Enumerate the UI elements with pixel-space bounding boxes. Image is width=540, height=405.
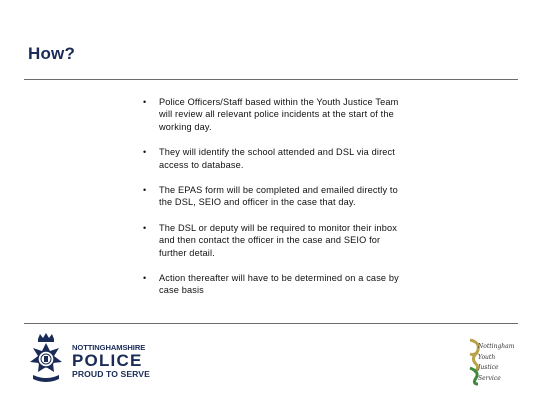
police-wordmark (72, 343, 172, 380)
bullet-item (140, 222, 402, 259)
bullet-text: The DSL or deputy will be required to monitor their inbox and then contact the officer in the case and SEIO for further detail. (159, 222, 398, 258)
bullet-item (140, 272, 402, 297)
bullet-text: Action thereafter will have to be determined on a case by case basis (159, 273, 399, 296)
bullet-text: They will identify the school attended and DSL via direct access to database. (159, 147, 395, 170)
nottinghamshire-police-logo (25, 331, 165, 385)
bullet-marker: • (143, 185, 147, 196)
bullet-text: Police Officers/Staff based within the Youth Justice Team will review all relevant police incidents at the start of the working day. (159, 97, 399, 132)
yj-line: Service (478, 374, 501, 382)
police-badge-icon (25, 331, 67, 385)
youth-justice-wordmark (478, 342, 514, 384)
bullet-marker: • (143, 147, 147, 158)
bullet-list (140, 96, 402, 297)
bullet-marker: • (143, 222, 147, 233)
bullet-marker: • (143, 97, 147, 107)
bullet-marker: • (143, 273, 147, 284)
bullet-item (140, 184, 402, 209)
police-logo-name: POLICE (72, 351, 143, 370)
bullet-item (140, 146, 402, 171)
top-divider (24, 79, 518, 80)
police-logo-motto: PROUD TO SERVE (72, 369, 150, 379)
bullet-item (140, 96, 402, 133)
yj-line: Nottingham (478, 343, 515, 350)
bottom-divider (24, 323, 518, 324)
youth-justice-logo (466, 338, 528, 388)
police-logo-county: NOTTINGHAMSHIRE (72, 343, 146, 352)
bullet-text: The EPAS form will be completed and emailed directly to the DSL, SEIO and officer in the case that day. (159, 185, 398, 208)
yj-line: Youth (478, 353, 496, 361)
slide-title: How? (28, 44, 76, 63)
yj-line: Justice (478, 364, 499, 371)
